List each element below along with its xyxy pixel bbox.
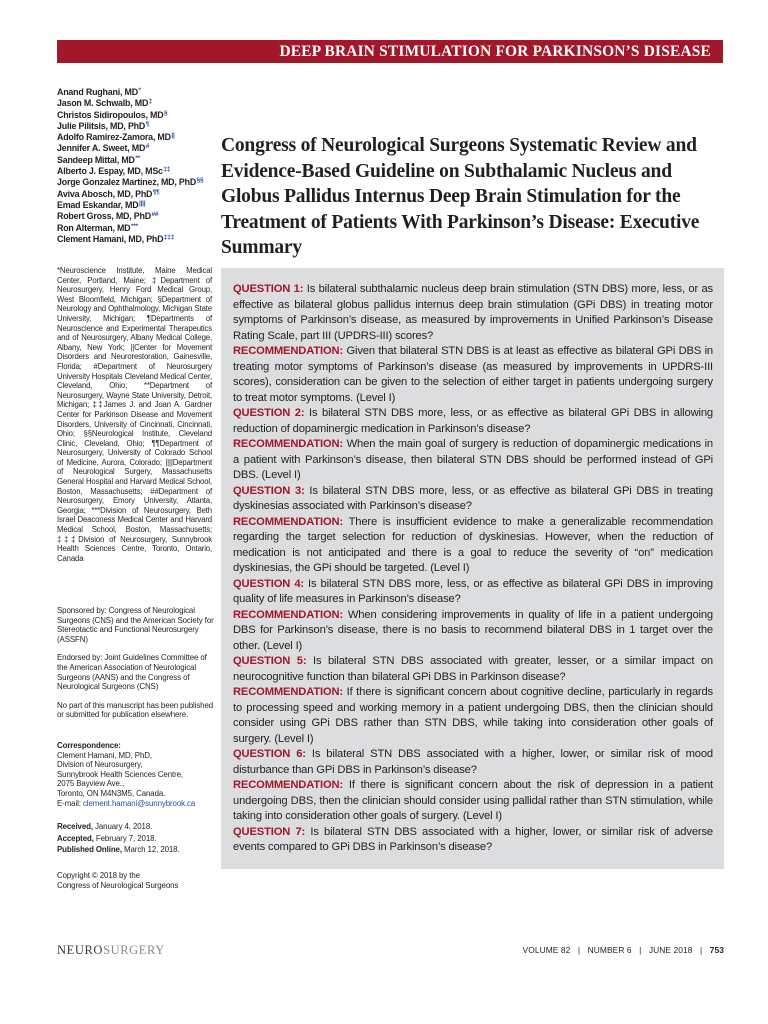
summary-paragraph: QUESTION 1: Is bilateral subthalamic nucleus deep brain stimulation (STN DBS) more, less, or as effective as bilateral globus pallidus internus deep brain stimulation (GPi DBS) in treating motor symptoms of Parkinson’s disease, as measured by improvements in Unified Parkinson’s Disease Rating Scale, part III (UPDRS-III) scores? bbox=[233, 283, 713, 342]
author: Adolfo Ramirez-Zamora, MD|| bbox=[57, 132, 175, 143]
author: Ron Alterman, MD*** bbox=[57, 222, 138, 233]
summary-paragraph: QUESTION 3: Is bilateral STN DBS more, less, or as effective as bilateral GPi DBS in treating dyskinesias associated with Parkinson’s disease? bbox=[233, 484, 713, 512]
issue-date: JUNE 2018 bbox=[648, 945, 693, 955]
issue-number: NUMBER 6 bbox=[587, 945, 632, 955]
sponsored-by: Sponsored by: Congress of Neurological Surgeons (CNS) and the American Society for Stereotactic and Functional Neurosurgery (ASSFN) bbox=[57, 606, 214, 644]
author: Christos Sidiropoulos, MD§ bbox=[57, 109, 168, 120]
published-label: Published Online, bbox=[57, 845, 122, 855]
correspondence-label: Correspondence: bbox=[57, 741, 121, 750]
correspondence-line: Toronto, ON M4N3M5, Canada. bbox=[57, 788, 166, 798]
author: Julie Pilitsis, MD, PhD¶ bbox=[57, 120, 150, 131]
summary-paragraph: RECOMMENDATION: Given that bilateral STN DBS is at least as effective as bilateral GPi DBS in treating motor symptoms of Parkinson’s disease (as measured by improvements in UPDRS-III scores), consideration can be given to the selection of either target in patients undergoing surgery to treat motor symptoms. (Level I) bbox=[233, 345, 713, 404]
published-date: March 12, 2018. bbox=[121, 845, 180, 855]
summary-paragraph: QUESTION 5: Is bilateral STN DBS associated with greater, lesser, or a similar impact on neurocognitive function than bilateral GPi DBS in Parkinson disease? bbox=[233, 655, 713, 683]
author: Sandeep Mittal, MD** bbox=[57, 154, 140, 165]
page-number: 753 bbox=[709, 945, 724, 955]
correspondence-line: 2075 Bayview Ave., bbox=[57, 779, 124, 789]
correspondence-line: Sunnybrook Health Sciences Centre, bbox=[57, 769, 183, 779]
author: Aviva Abosch, MD, PhD¶¶ bbox=[57, 188, 160, 199]
accepted-label: Accepted, bbox=[57, 833, 94, 843]
sponsorship bbox=[57, 606, 217, 720]
author: Jennifer A. Sweet, MD# bbox=[57, 143, 150, 154]
copyright-line: Congress of Neurological Surgeons bbox=[57, 880, 179, 890]
summary-paragraph: QUESTION 2: Is bilateral STN DBS more, less, or as effective as bilateral GPi DBS in allowing reduction of dopaminergic medication in Parkinson’s disease? bbox=[233, 407, 713, 435]
accepted-date: February 7, 2018. bbox=[93, 833, 157, 843]
received-date: January 4, 2018. bbox=[92, 822, 153, 831]
executive-summary-box bbox=[221, 268, 724, 869]
correspondence bbox=[57, 741, 217, 808]
separator: | bbox=[700, 945, 703, 955]
author: Clement Hamani, MD, PhD‡‡‡ bbox=[57, 233, 175, 244]
summary-paragraph: RECOMMENDATION: There is insufficient evidence to make a generalizable recommendation regarding the target selection for reduction of dyskinesias. However, when the reduction of medication is not anticipated and there is a goal to reduce the severity of “on” medication dyskinesias, the GPi should be targeted. (Level I) bbox=[233, 515, 713, 574]
summary-paragraph: RECOMMENDATION: If there is significant concern about the risk of depression in a patient undergoing DBS, then the clinician should consider using pallidal rather than STN stimulation, while taking into consideration other goals of surgery. (Level I) bbox=[233, 779, 713, 822]
copyright-line: Copyright © 2018 by the bbox=[57, 871, 140, 880]
author: Jason M. Schwalb, MD‡ bbox=[57, 98, 153, 109]
summary-paragraph: QUESTION 4: Is bilateral STN DBS more, less, or as effective as bilateral GPi DBS in improving quality of life measures in Parkinson’s disease? bbox=[233, 577, 713, 605]
copyright bbox=[57, 871, 217, 890]
issue-info bbox=[523, 945, 724, 955]
article-dates bbox=[57, 822, 217, 855]
received-label: Received, bbox=[57, 822, 93, 831]
author: Robert Gross, MD, PhD## bbox=[57, 211, 159, 222]
author: Emad Eskandar, MD|||| bbox=[57, 199, 146, 210]
summary-paragraph: RECOMMENDATION: If there is significant concern about cognitive decline, particularly in regards to processing speed and working memory in a patient undergoing DBS, then the clinician should consider using GPi DBS rather than STN DBS, while taking into consideration other goals of surgery. (Level I) bbox=[233, 686, 713, 745]
separator: | bbox=[639, 945, 642, 955]
affiliations: *Neuroscience Institute, Maine Medical Center, Portland, Maine; ‡Department of Neurosurgery, Henry Ford Medical Group, West Bloomfield, Michigan; §Department of Neurology and Ophthalmology, Michigan State University, Michigan; ¶Departments of Neuroscience and Experimental Therapeutics and of Neurosurgery, Albany Medical College, Albany, New York; ||Center for Movement Disorders and Neurorestoration, Gainesville, Florida; #Department of Neurosurgery University Hospitals Cleveland Medical Center, Cleveland, Ohio; **Department of Neurosurgery, Wayne State University, Detroit, Michigan; ‡‡James J. and Joan A. Gardner Center for Parkinson Disease and Movement Disorders, University of Cincinnati, Cincinnati, Ohio; §§Neurological Institute, Cleveland Clinic, Cleveland, Ohio; ¶¶Department of Neurosurgery, University of Colorado School of Medicine, Aurora, Colorado; ||||Department of Neurological Surgery, Massachusetts General Hospital and Harvard Medical School, Boston, Massachusetts; ##Department of Neurosurgery, Emory University, Atlanta, Georgia; ***Division of Neurosurgery, Beth Israel Deaconess Medical Center and Harvard Medical School, Boston, Massachusetts; ‡‡‡Division of Neurosurgery, Sunnybrook Health Sciences Centre, Toronto, Ontario, Canada bbox=[57, 266, 212, 563]
author: Anand Rughani, MD* bbox=[57, 87, 141, 97]
volume: VOLUME 82 bbox=[522, 945, 571, 955]
summary-paragraph: QUESTION 7: Is bilateral STN DBS associated with a higher, lower, or similar risk of adverse events compared to GPi DBS in Parkinson’s disease? bbox=[233, 825, 713, 853]
journal-logo: NEUROSURGERY bbox=[57, 943, 165, 957]
email-link[interactable]: clement.hamani@sunnybrook.ca bbox=[82, 798, 196, 808]
publication-note: No part of this manuscript has been published or submitted for publication elsewhere. bbox=[57, 700, 214, 720]
email-label: E-mail: bbox=[57, 798, 83, 808]
section-banner: DEEP BRAIN STIMULATION FOR PARKINSON’S DISEASE bbox=[57, 40, 723, 63]
article-title: Congress of Neurological Surgeons Systematic Review and Evidence-Based Guideline on Subthalamic Nucleus and Globus Pallidus Internus Deep Brain Stimulation for the Treatment of Patients With Parkinson’s Disease: Executive Summary bbox=[221, 135, 700, 259]
correspondence-line: Clement Hamani, MD, PhD, bbox=[57, 750, 152, 760]
endorsed-by: Endorsed by: Joint Guidelines Committee of the American Association of Neurological Surgeons (AANS) and the Congress of Neurological Surgeons (CNS) bbox=[57, 653, 207, 692]
summary-paragraph: RECOMMENDATION: When considering improvements in quality of life in a patient undergoing DBS for Parkinson’s disease, there is no basis to recommend bilateral DBS in 1 target over the other. (Level I) bbox=[233, 608, 713, 652]
separator: | bbox=[577, 945, 581, 955]
correspondence-line: Division of Neurosurgery, bbox=[57, 760, 143, 770]
author-list bbox=[57, 87, 227, 245]
author: Alberto J. Espay, MD, MSc‡‡ bbox=[57, 166, 171, 177]
author: Jorge Gonzalez Martinez, MD, PhD§§ bbox=[57, 177, 204, 188]
summary-paragraph: QUESTION 6: Is bilateral STN DBS associated with a higher, lower, or similar risk of mood disturbance than GPi DBS in Parkinson’s disease? bbox=[233, 748, 714, 776]
summary-paragraph: RECOMMENDATION: When the main goal of surgery is reduction of dopaminergic medications in a patient with Parkinson’s disease, then bilateral STN DBS should be performed instead of GPi DBS. (Level I) bbox=[233, 438, 713, 481]
